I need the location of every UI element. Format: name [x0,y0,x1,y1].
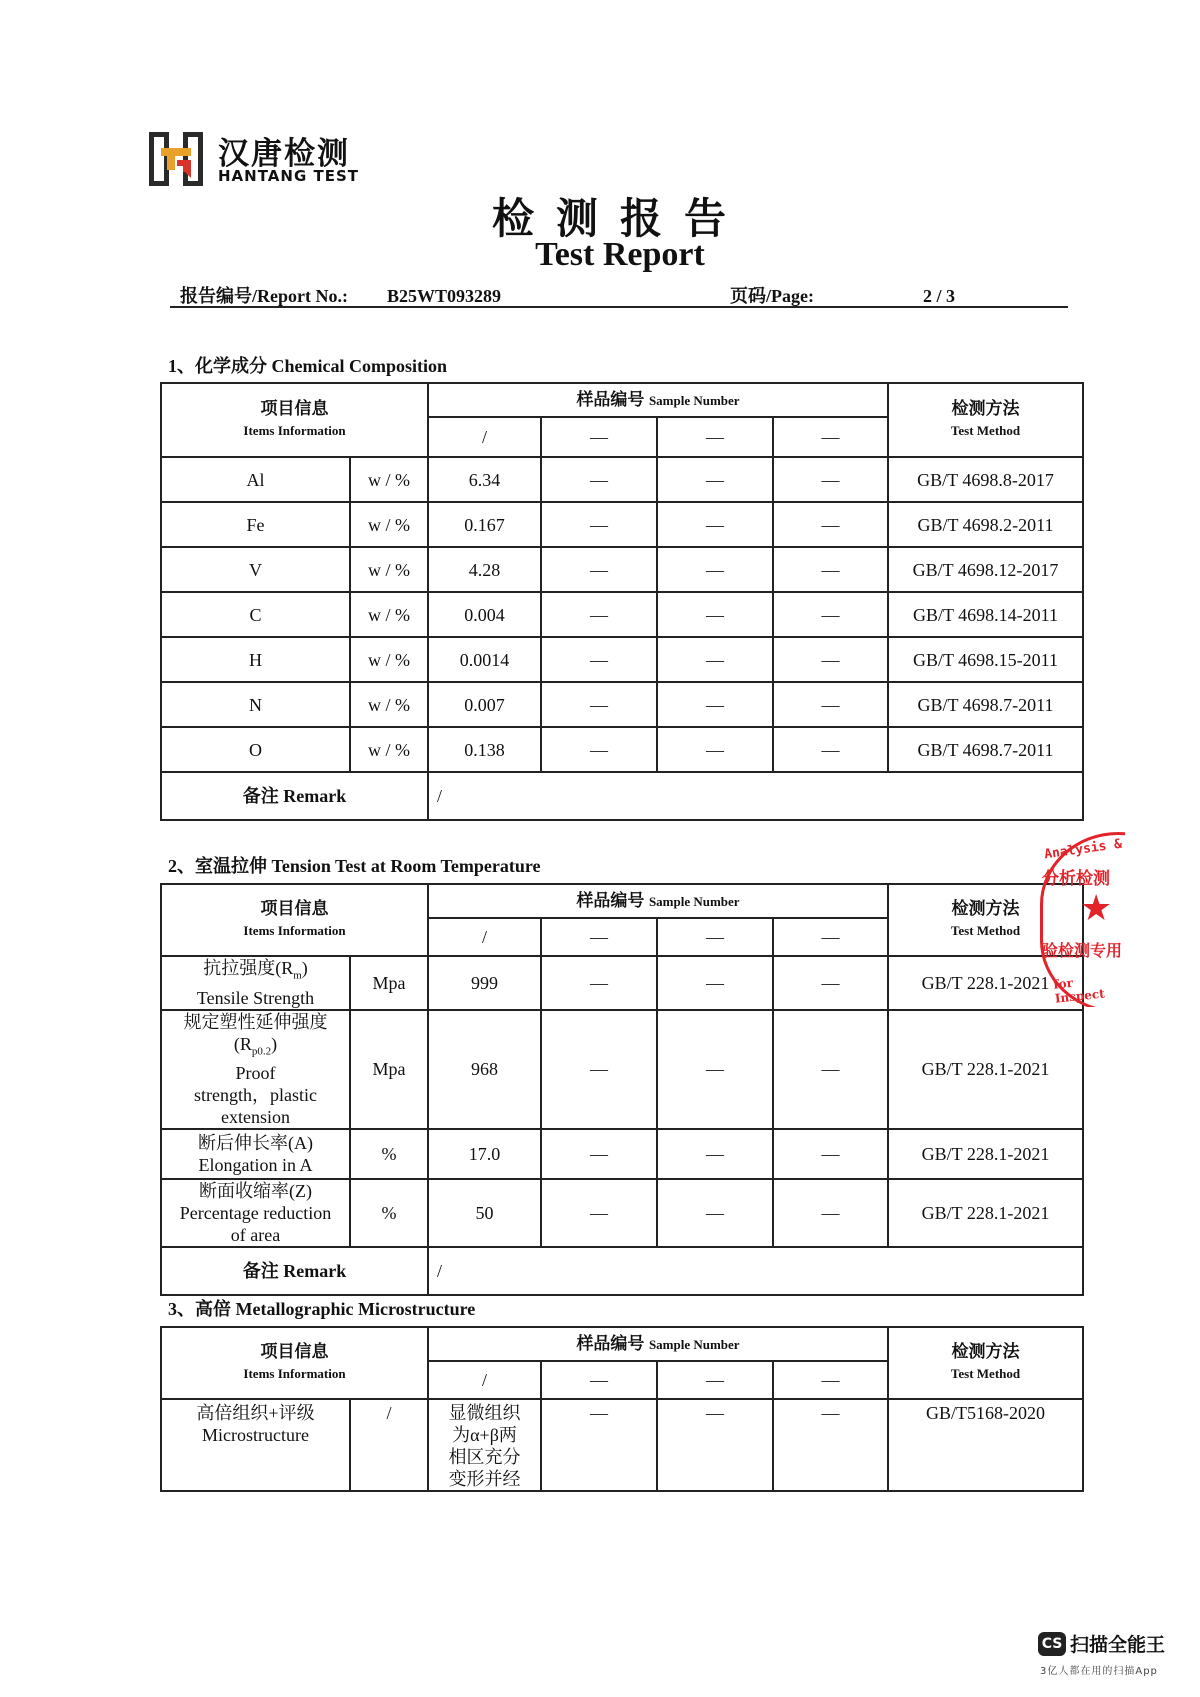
value: 6.34 [428,457,541,502]
method: GB/T 4698.12-2017 [888,547,1083,592]
sample-dash: — [773,502,888,547]
unit: w / % [350,502,428,547]
section-micro-title: 3、高倍 Metallographic Microstructure [168,1299,476,1319]
items-info-header: 项目信息 Items Information [161,383,428,457]
sample-dash: — [541,918,657,956]
sample-number-header: 样品编号 Sample Number [428,383,888,417]
sample-dash: — [541,457,657,502]
element: N [161,682,350,727]
remark-label: 备注 Remark [161,772,428,820]
sample-dash: — [541,592,657,637]
sample-dash: — [773,1361,888,1399]
sample-dash: — [657,417,773,457]
stamp-line1: Analysis & [1043,836,1123,863]
remark-value: / [428,1247,1083,1295]
table-row [161,956,1083,1010]
proof-strength-item: 规定塑性延伸强度 $(R_{p0.2})$ Proof strength，plastic extension [161,1010,350,1130]
value: 显微组织 为α+β两 相区充分 变形并经 [428,1399,541,1491]
sample-dash: — [773,1179,888,1247]
camscanner-logo-icon: CS [1038,1632,1066,1656]
value: 968 [428,1010,541,1130]
method: GB/T 4698.14-2011 [888,592,1083,637]
sample-dash: — [541,417,657,457]
camscanner-watermark [1038,1630,1165,1657]
element: Fe [161,502,350,547]
table-row [161,502,1083,547]
table-row [161,1129,1083,1179]
sample-number-header: 样品编号 Sample Number [428,884,888,918]
unit: % [350,1129,428,1179]
tension-table [160,883,1084,1296]
method: GB/T 228.1-2021 [888,1179,1083,1247]
value: 0.007 [428,682,541,727]
sample-dash: — [773,682,888,727]
sample-dash: — [657,592,773,637]
method: GB/T 4698.7-2011 [888,682,1083,727]
page-label: 页码/Page: [730,286,814,306]
element: C [161,592,350,637]
table-row [161,1179,1083,1247]
section-tension-title: 2、室温拉伸 Tension Test at Room Temperature [168,856,541,876]
method: GB/T 228.1-2021 [888,1129,1083,1179]
sample-dash: — [773,956,888,1010]
element: H [161,637,350,682]
sample-dash: — [773,1010,888,1130]
sample-dash: — [541,682,657,727]
items-info-header: 项目信息 Items Information [161,884,428,956]
sample-dash: — [773,918,888,956]
unit: Mpa [350,1010,428,1130]
test-method-header: 检测方法 Test Method [888,884,1083,956]
sample-dash: — [541,956,657,1010]
unit: % [350,1179,428,1247]
value: 4.28 [428,547,541,592]
value: 999 [428,956,541,1010]
sample-dash: — [541,727,657,772]
sample-number-header: 样品编号 Sample Number [428,1327,888,1361]
table-row [161,637,1083,682]
reduction-item: 断面收缩率(Z) Percentage reduction of area [161,1179,350,1247]
micro-table [160,1326,1084,1492]
unit: / [350,1399,428,1491]
sample-dash: — [773,637,888,682]
method: GB/T 228.1-2021 [888,956,1083,1010]
sample-dash: — [657,1010,773,1130]
unit: w / % [350,682,428,727]
page-value: 2 / 3 [922,286,955,306]
report-number-line [180,282,501,308]
sample-dash: — [541,1129,657,1179]
sample-dash: — [541,637,657,682]
unit: w / % [350,637,428,682]
table-row [161,592,1083,637]
method: GB/T5168-2020 [888,1399,1083,1491]
sample-dash: — [657,727,773,772]
sample-dash: — [773,1399,888,1491]
unit: w / % [350,592,428,637]
camscanner-name: 扫描全能王 [1070,1634,1166,1656]
sample-dash: — [773,457,888,502]
sample-dash: — [657,457,773,502]
sample-dash: — [657,1399,773,1491]
tensile-item: 抗拉强度$(R_m)$ Tensile Strength [161,956,350,1010]
test-method-header: 检测方法 Test Method [888,383,1083,457]
sample-dash: — [541,1361,657,1399]
sample-dash: — [657,956,773,1010]
sample-dash: — [541,547,657,592]
stamp-line3: 验检测专用 [1042,941,1123,960]
table-row [161,547,1083,592]
value: 0.004 [428,592,541,637]
table-row [161,457,1083,502]
sample-dash: — [657,918,773,956]
unit: w / % [350,727,428,772]
element: O [161,727,350,772]
inspection-stamp [1040,832,1125,1007]
value: 0.167 [428,502,541,547]
value: 17.0 [428,1129,541,1179]
sample-dash: — [773,1129,888,1179]
sample-dash: — [541,1399,657,1491]
sample-dash: — [773,727,888,772]
sample-dash: — [773,592,888,637]
hantang-logo-icon [147,130,205,188]
method: GB/T 4698.8-2017 [888,457,1083,502]
table-row [161,1399,1083,1491]
microstructure-item: 高倍组织+评级 Microstructure [161,1399,350,1491]
element: V [161,547,350,592]
sample-dash: — [657,637,773,682]
table-row [161,727,1083,772]
method: GB/T 4698.2-2011 [888,502,1083,547]
chemical-table [160,382,1084,821]
stamp-line4: for Inspect [1052,975,1106,1006]
sample-dash: — [773,417,888,457]
section-chemical-title: 1、化学成分 Chemical Composition [168,356,447,376]
method: GB/T 228.1-2021 [888,1010,1083,1130]
test-method-header: 检测方法 Test Method [888,1327,1083,1399]
sample-dash: — [657,682,773,727]
sample-dash: — [541,1179,657,1247]
report-no-label: 报告编号/Report No.: [180,286,348,306]
report-no-value: B25WT093289 [386,286,501,306]
logo-chinese-name: 汉唐检测 [218,136,350,172]
items-info-header: 项目信息 Items Information [161,1327,428,1399]
value: 0.0014 [428,637,541,682]
value: 50 [428,1179,541,1247]
sample-dash: — [657,1361,773,1399]
sample-dash: — [541,502,657,547]
sample-slash: / [428,417,541,457]
camscanner-tagline: 3亿人都在用的扫描App [1040,1666,1158,1677]
value: 0.138 [428,727,541,772]
stamp-line2: 分析检测 [1042,869,1110,889]
report-title-english: Test Report [535,236,705,273]
logo-english-name: HANTANG TEST [218,167,359,185]
header-divider [170,306,1068,308]
sample-slash: / [428,1361,541,1399]
sample-dash: — [541,1010,657,1130]
stamp-star-icon: ★ [1080,888,1113,928]
sample-dash: — [657,547,773,592]
unit: w / % [350,457,428,502]
remark-value: / [428,772,1083,820]
sample-dash: — [657,1179,773,1247]
sample-dash: — [773,547,888,592]
sample-slash: / [428,918,541,956]
page-number-line [730,282,955,308]
method: GB/T 4698.15-2011 [888,637,1083,682]
element: Al [161,457,350,502]
unit: w / % [350,547,428,592]
sample-dash: — [657,502,773,547]
elongation-item: 断后伸长率(A) Elongation in A [161,1129,350,1179]
sample-dash: — [657,1129,773,1179]
report-title-chinese: 检测报告 [491,194,748,243]
table-row [161,1010,1083,1130]
remark-label: 备注 Remark [161,1247,428,1295]
unit: Mpa [350,956,428,1010]
method: GB/T 4698.7-2011 [888,727,1083,772]
table-row [161,682,1083,727]
